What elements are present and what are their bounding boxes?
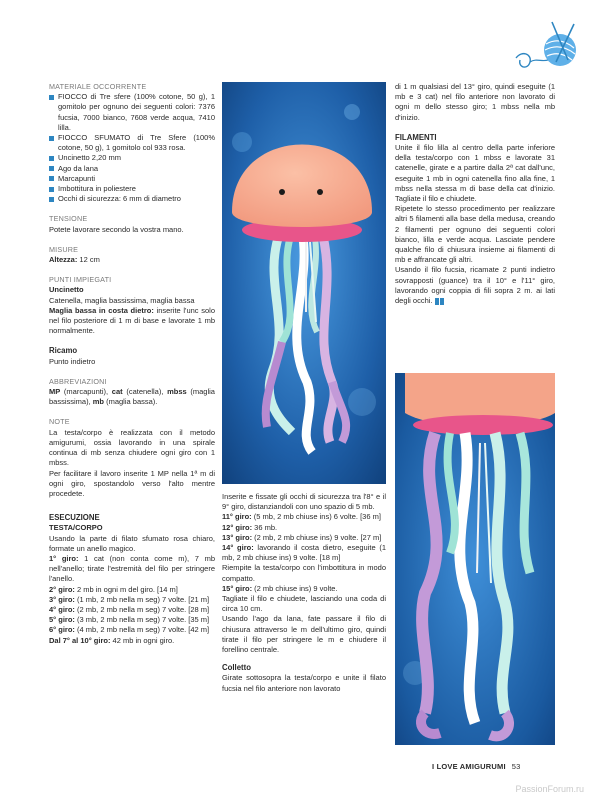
giro-line: 5° giro: (3 mb, 2 mb nella m seg) 7 volte. [35 m] [49, 615, 210, 625]
filamenti-text-3: Usando il filo fucsia, ricamate 2 punti indietro sovrapposti (guance) tra il 10° e l'11° giro, lavorando ogni coppia di fili sopra 2 m. ai lati degli occhi. [395, 265, 555, 306]
list-item: Marcapunti [49, 174, 215, 184]
magazine-name: I LOVE AMIGURUMI [432, 762, 506, 771]
punti-heading: PUNTI IMPIEGATI [49, 275, 112, 285]
colletto-cont-text: di 1 m qualsiasi del 13° giro, quindi eseguite (1 mb e 3 cat) nel filo anteriore non lavorato di ogni m dello stesso giro; 1 mbss nella mb d'inizio. [395, 82, 555, 122]
list-item: Uncinetto 2,20 mm [49, 153, 215, 163]
bullet-square-icon [49, 187, 54, 192]
watermark: PassionForum.ru [515, 784, 584, 794]
jellyfish-photo [222, 82, 386, 484]
usando-text: Usando l'ago da lana, fate passare il filo di chiusura attraverso le m dell'ultimo giro, quindi tirate il filo per stringere le m e chiudere il forellino centrale. [222, 614, 386, 655]
page-footer [432, 762, 521, 771]
esecuzione-heading: ESECUZIONE [49, 513, 100, 523]
tagliate-text: Tagliate il filo e chiudete, lasciando una coda di circa 10 cm. [222, 594, 386, 614]
giro-line: 2° giro: 2 mb in ogni m del giro. [14 m] [49, 584, 178, 594]
list-item: Occhi di sicurezza: 6 mm di diametro [49, 194, 215, 204]
bullet-square-icon [49, 176, 54, 181]
ricamo-heading: Ricamo [49, 346, 78, 356]
materiale-list [49, 92, 215, 204]
giro-line: 1° giro: 1 cat (non conta come m), 7 mb nell'anello; tirate l'estremità del filo per stringere l'anello. [49, 553, 216, 584]
colletto-text: Girate sottosopra la testa/corpo e unite il filato fucsia nel filo anteriore non lavorato [222, 673, 386, 693]
filamenti-heading: FILAMENTI [395, 132, 437, 142]
giro-line: 6° giro: (4 mb, 2 mb nella m seg) 7 volte. [42 m] [49, 625, 210, 635]
giro-line: 13° giro: (2 mb, 2 mb chiuse ins) 9 volte. [27 m] [222, 532, 382, 542]
jellyfish-closeup-illustration [395, 373, 555, 745]
uncinetto-text: Catenella, maglia bassissima, maglia bassa [49, 295, 195, 305]
filamenti-text-2: Ripetete lo stesso procedimento per realizzare altri 5 filamenti alla base della medusa, creando 2 filamenti per ognuno dei seguenti colori bianco, lilla e verde acqua. Lasciate pendere qualche filo di chiusura insieme ai filamenti di mb e affrancate gli altri. [395, 204, 555, 265]
giro-line: Dal 7° al 10° giro: 42 mb in ogni giro. [49, 635, 175, 645]
uncinetto-heading: Uncinetto [49, 285, 84, 295]
end-mark-icon [435, 298, 439, 305]
note-text-2: Per facilitare il lavoro inserite 1 MP nella 1ª m di ogni giro, spostandolo verso l'alto mentre procedete. [49, 468, 215, 498]
jellyfish-illustration [222, 82, 386, 484]
colletto-heading: Colletto [222, 663, 252, 673]
testa-intro: Usando la parte di filato sfumato rosa chiaro, formate un anello magico. [49, 533, 215, 553]
list-item: FIOCCO di Tre sfere (100% cotone, 50 g), 1 gomitolo per ognuno dei seguenti colori: 7376 fucsia, 7000 bianco, 7608 verde acqua, 7410 lilla. [49, 92, 215, 133]
list-item: Imbottitura in poliestere [49, 184, 215, 194]
riempite-text: Riempite la testa/corpo con l'imbottitura in modo compatto. [222, 563, 386, 583]
list-item: Ago da lana [49, 164, 215, 174]
ricamo-text: Punto indietro [49, 356, 96, 366]
misure-heading: MISURE [49, 244, 79, 254]
bullet-square-icon [49, 136, 54, 141]
testa-heading: TESTA/CORPO [49, 523, 103, 533]
column-1 [49, 82, 215, 646]
abbreviazioni-heading: ABBREVIAZIONI [49, 376, 107, 386]
bullet-square-icon [49, 95, 54, 100]
filamenti-text-1: Unite il filo lilla al centro della parte inferiore della testa/corpo con 1 mbss e lavorate 31 catenelle, girate e a partire dalla 2ª cat dall'unc, eseguite 1 mb in ogni catenella fino alla fine, 1 mbss nella stessa m di base della cat d'inizio. Tagliate il filo e chiudete. [395, 143, 555, 204]
giro-line: 3° giro: (1 mb, 2 mb nella m seg) 7 volte. [21 m] [49, 594, 210, 604]
yarn-heart-logo-icon [512, 14, 582, 76]
bullet-square-icon [49, 166, 54, 171]
tensione-text: Potete lavorare secondo la vostra mano. [49, 224, 184, 234]
giro-line: 15° giro: (2 mb chiuse ins) 9 volte. [222, 583, 338, 593]
giro-line: 4° giro: (2 mb, 2 mb nella m seg) 7 volte. [28 m] [49, 604, 210, 614]
note-heading: NOTE [49, 417, 70, 427]
list-item: FIOCCO SFUMATO di Tre Sfere (100% cotone, 50 g), 1 gomitolo col 933 rosa. [49, 133, 215, 153]
column-2 [222, 492, 386, 694]
bullet-square-icon [49, 197, 54, 202]
giro-line: 14° giro: lavorando il costa dietro, eseguite (1 mb, 2 mb chiuse ins) 9 volte. [18 m] [222, 543, 386, 563]
materiale-heading: MATERIALE OCCORRENTE [49, 82, 147, 91]
giro-line: 11° giro: (5 mb, 2 mb chiuse ins) 6 volte. [36 m] [222, 512, 381, 522]
column-3 [395, 82, 555, 306]
giro-line: 12° giro: 36 mb. [222, 522, 278, 532]
abbreviazioni-text: MP (marcapunti), cat (catenella), mbss (maglia bassissima), mb (maglia bassa). [49, 387, 215, 407]
maglia-costa-text: Maglia bassa in costa dietro: inserite l'unc solo nel filo posteriore di 1 m di base e lavorate 1 mb normalmente. [49, 305, 215, 336]
bullet-square-icon [49, 156, 54, 161]
occhi-text: Inserite e fissate gli occhi di sicurezza tra l'8° e il 9° giro, distanziandoli con uno spazio di 5 mb. [222, 492, 386, 512]
page-number: 53 [511, 762, 521, 771]
misure-text: Altezza: 12 cm [49, 255, 100, 265]
tensione-heading: TENSIONE [49, 214, 88, 224]
note-text-1: La testa/corpo è realizzata con il metodo amigurumi, ossia lavorando in una spirale continua di mb senza chiudere ogni giro con 1 mbss. [49, 427, 215, 468]
jellyfish-closeup-photo [395, 373, 555, 745]
